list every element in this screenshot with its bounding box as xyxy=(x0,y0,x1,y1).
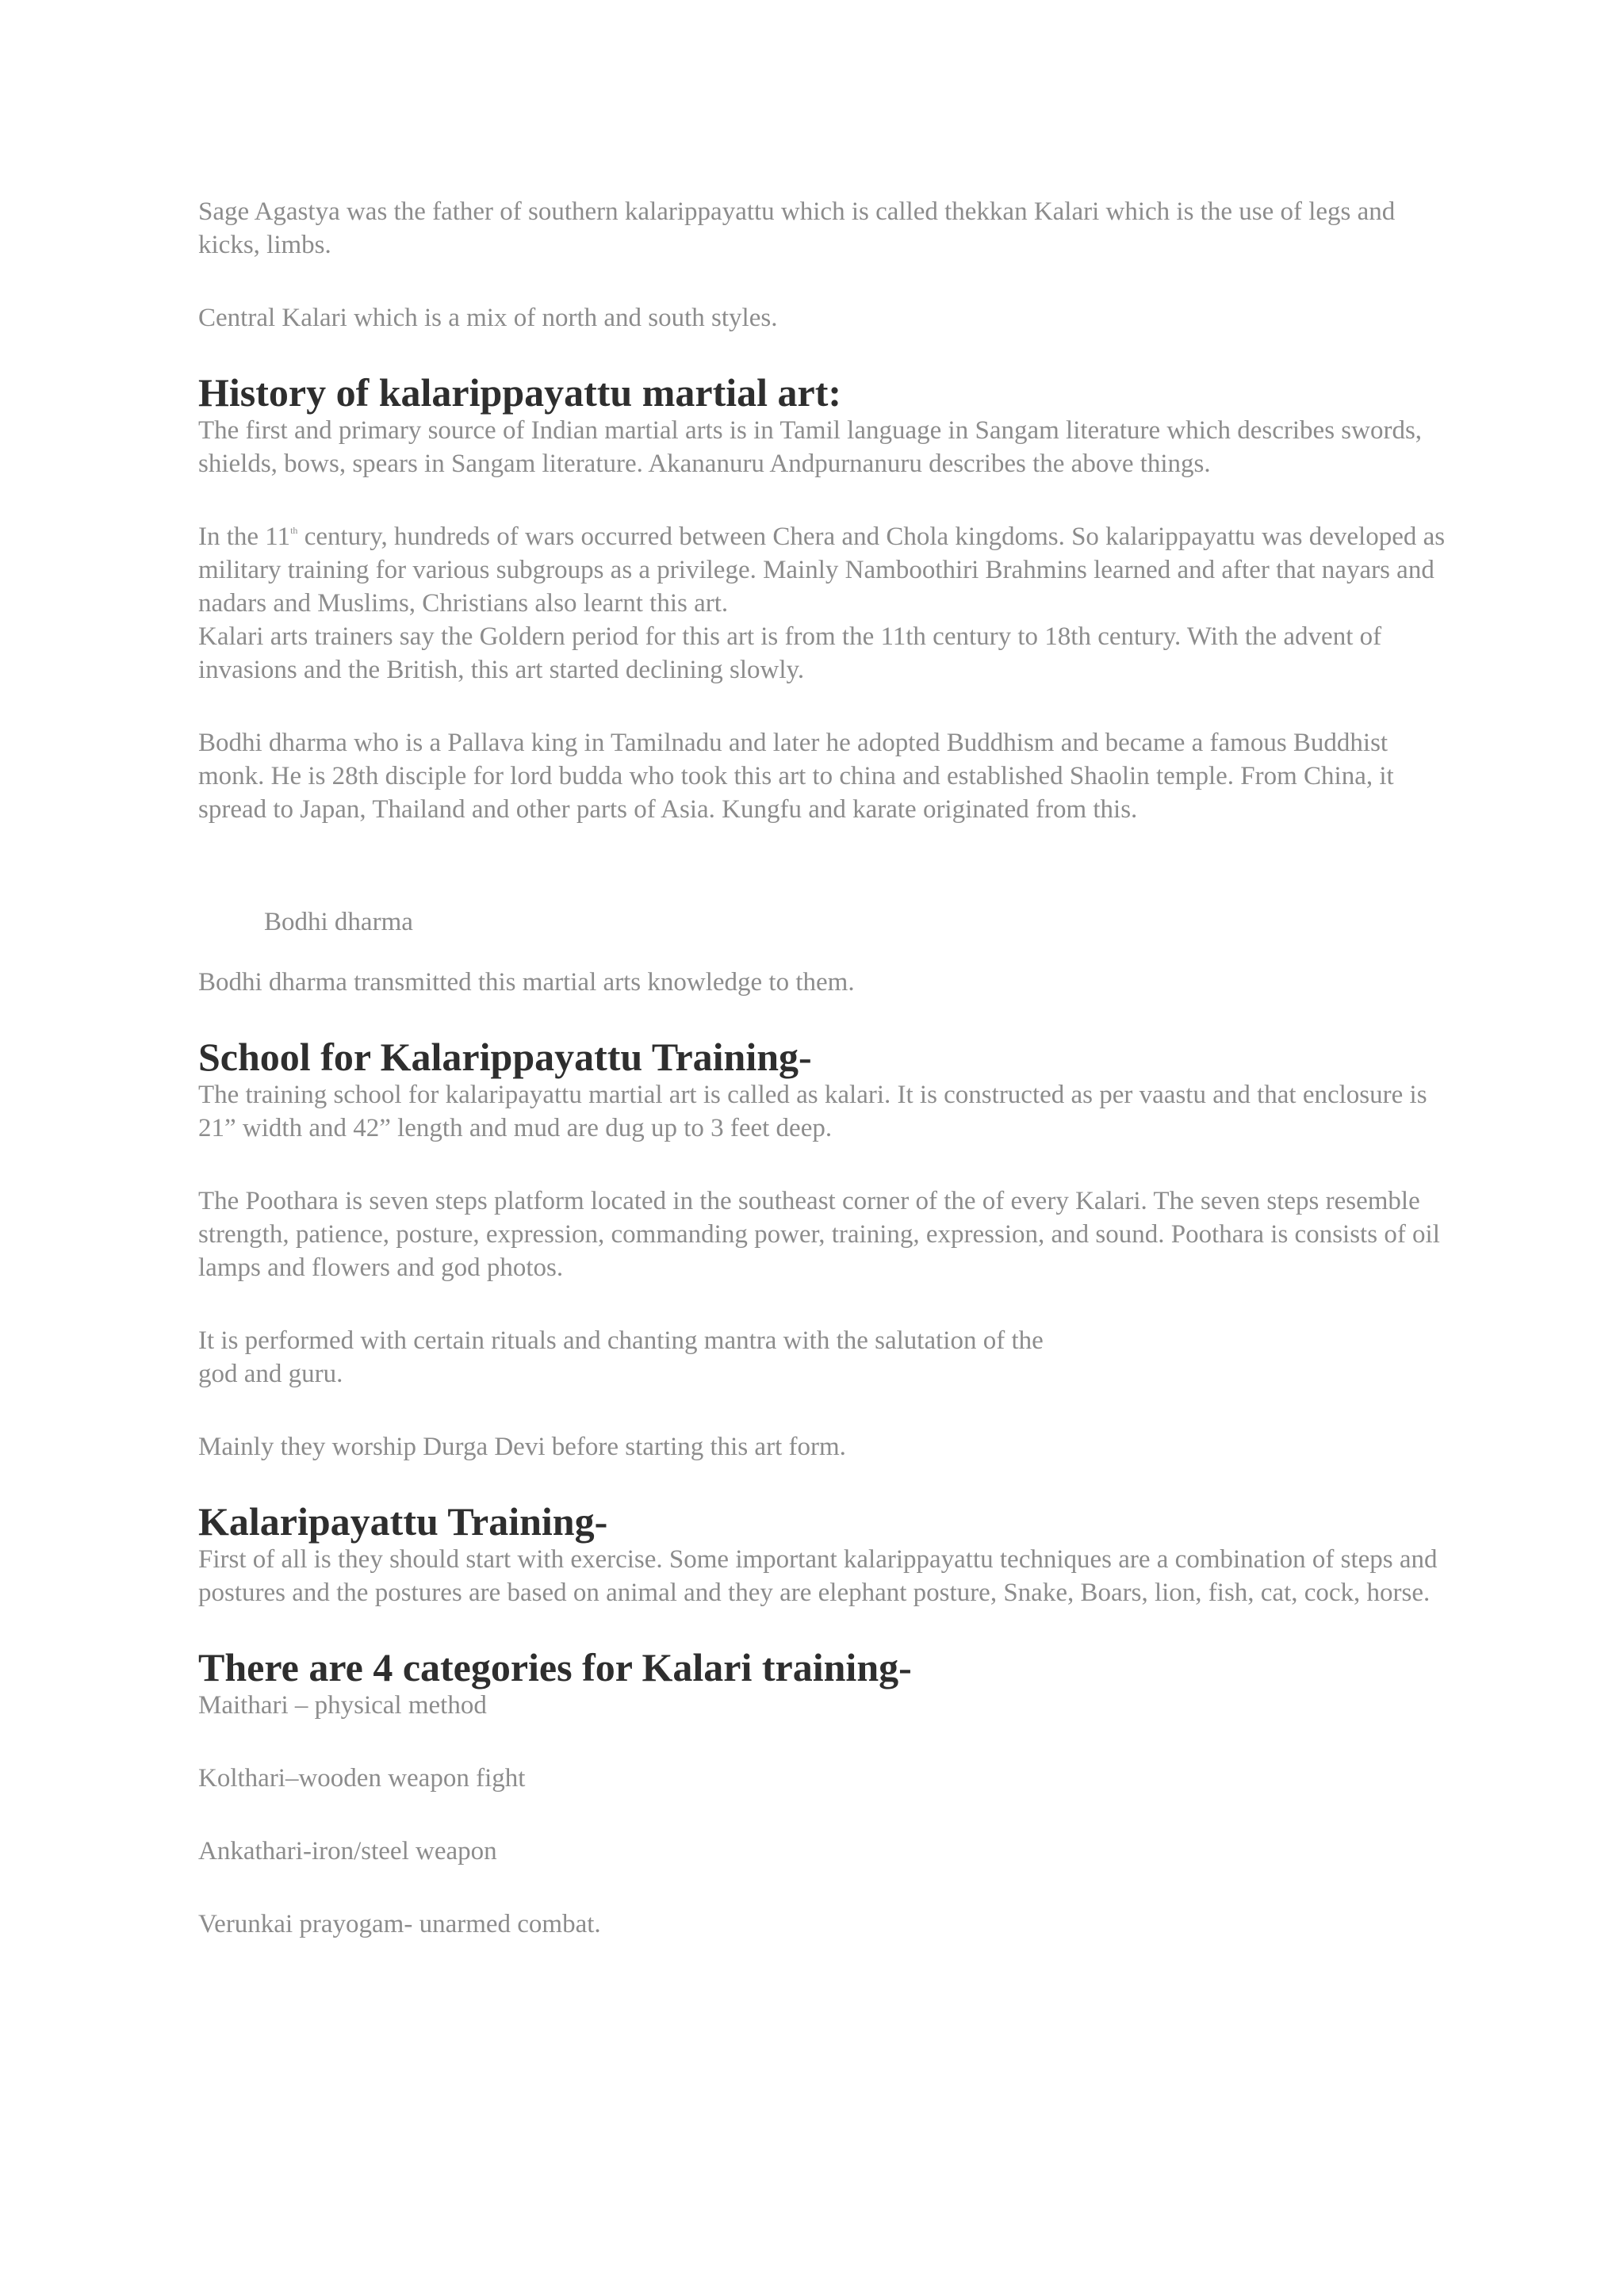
training-paragraph-exercise: First of all is they should start with exercise. Some important kalarippayattu techniques are a combination of steps and postures and the postures are based on animal and they are elephant posture, Snake, Boars, lion, fish, cat, cock, horse. xyxy=(198,1545,1438,1607)
school-paragraph-poothara: The Poothara is seven steps platform located in the southeast corner of the of every Kalari. The seven steps resemble strength, patience, posture, expression, commanding power, training, expression, and sound. Poothara is consists of oil lamps and flowers and god photos. xyxy=(198,1187,1440,1282)
history-paragraph-bodhi-dharma: Bodhi dharma who is a Pallava king in Tamilnadu and later he adopted Buddhism and became a famous Buddhist monk. He is 28th disciple for lord budda who took this art to china and established Shaolin temple. From China, it spread to Japan, Thailand and other parts of Asia. Kungfu and karate originated from this. xyxy=(198,729,1394,824)
category-item-ankathari: Ankathari-iron/steel weapon xyxy=(198,1837,497,1866)
categories-heading: There are 4 categories for Kalari training- xyxy=(198,1645,912,1689)
category-item-kolthari: Kolthari–wooden weapon fight xyxy=(198,1764,526,1793)
school-heading: School for Kalarippayattu Training- xyxy=(198,1035,812,1079)
training-heading: Kalaripayattu Training- xyxy=(198,1499,608,1544)
image-caption-bodhi-dharma: Bodhi dharma xyxy=(264,908,413,936)
intro-paragraph-agastya: Sage Agastya was the father of southern kalarippayattu which is called thekkan Kalari which is the use of legs and kicks, limbs. xyxy=(198,197,1396,259)
school-paragraph-kalari: The training school for kalaripayattu martial art is called as kalari. It is constructed as per vaastu and that enclosure is 21” width and 42” length and mud are dug up to 3 feet deep. xyxy=(198,1081,1427,1142)
superscript-th: th xyxy=(290,525,298,536)
history-paragraph-sangam: The first and primary source of Indian martial arts is in Tamil language in Sangam literature which describes swords, shields, bows, spears in Sangam literature. Akananuru Andpurnanuru describes the above things. xyxy=(198,416,1423,478)
school-paragraph-rituals: It is performed with certain rituals and chanting mantra with the salutation of the god and guru. xyxy=(198,1326,1044,1388)
category-item-maithari: Maithari – physical method xyxy=(198,1691,487,1720)
history-paragraph-golden-period: Kalari arts trainers say the Goldern period for this art is from the 11th century to 18th century. With the advent of invasions and the British, this art started declining slowly. xyxy=(198,622,1382,684)
history-paragraph-transmitted: Bodhi dharma transmitted this martial arts knowledge to them. xyxy=(198,968,855,997)
school-paragraph-durga-devi: Mainly they worship Durga Devi before starting this art form. xyxy=(198,1433,846,1461)
intro-paragraph-central-kalari: Central Kalari which is a mix of north and south styles. xyxy=(198,304,778,332)
history-heading: History of kalarippayattu martial art: xyxy=(198,370,842,415)
category-item-verunkai: Verunkai prayogam- unarmed combat. xyxy=(198,1910,601,1938)
document-page xyxy=(198,195,1451,1941)
history-paragraph-11th-century: In the 11th century, hundreds of wars occurred between Chera and Chola kingdoms. So kalarippayattu was developed as military training for various subgroups as a privilege. Mainly Namboothiri Brahmins learned and after that nayars and nadars and Muslims, Christians also learnt this art. xyxy=(198,522,1446,618)
